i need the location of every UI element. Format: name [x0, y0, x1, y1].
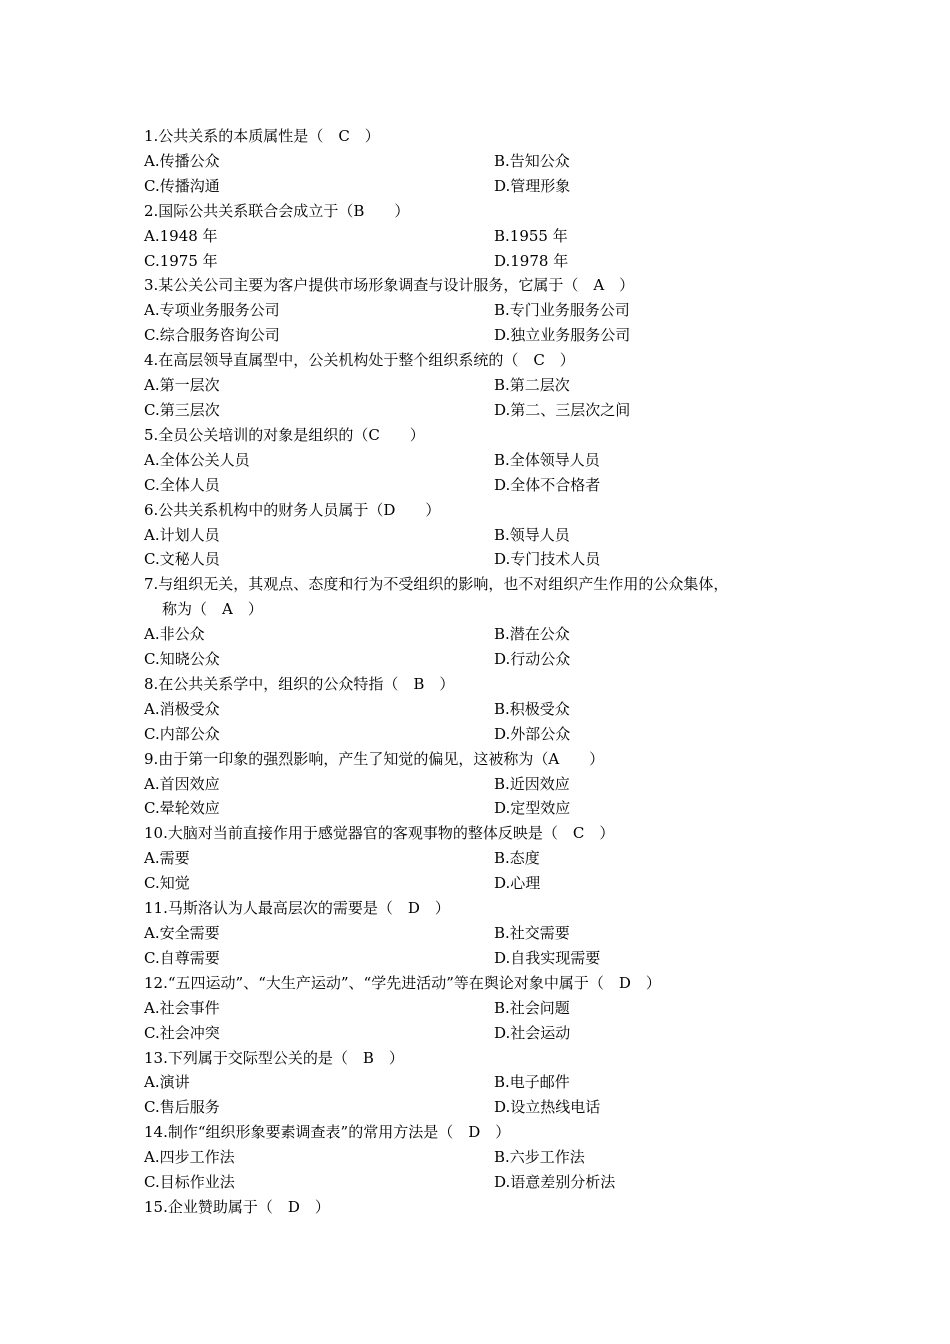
option-row — [144, 523, 824, 548]
option-row — [144, 1095, 824, 1120]
question-text: 9.由于第一印象的强烈影响，产生了知觉的偏见，这被称为（A ） — [144, 749, 605, 768]
option-a: A.1948 年 — [144, 226, 218, 245]
option-d: D.心理 — [494, 874, 541, 893]
document-page — [144, 124, 824, 1220]
question-text: 7.与组织无关，其观点、态度和行为不受组织的影响，也不对组织产生作用的公众集体， — [144, 575, 729, 594]
option-c: C.全体人员 — [144, 475, 220, 494]
option-c: C.1975 年 — [144, 251, 218, 270]
question-text: 4.在高层领导直属型中，公关机构处于整个组织系统的（ C ） — [144, 351, 575, 370]
option-d: D.设立热线电话 — [494, 1098, 601, 1117]
question-15 — [144, 1195, 824, 1220]
question-8 — [144, 672, 824, 747]
option-a: A.社会事件 — [144, 998, 220, 1017]
question-13 — [144, 1046, 824, 1121]
option-row — [144, 1070, 824, 1095]
option-b: B.告知公众 — [494, 151, 570, 170]
option-c: C.知晓公众 — [144, 650, 220, 669]
option-a: A.首因效应 — [144, 774, 220, 793]
question-text-continued: 称为（ A ） — [162, 600, 263, 619]
option-row — [144, 846, 824, 871]
option-a: A.安全需要 — [144, 924, 220, 942]
option-c: C.传播沟通 — [144, 176, 220, 195]
option-c: C.自尊需要 — [144, 948, 220, 967]
option-a: A.非公众 — [144, 625, 205, 644]
option-b: B.态度 — [494, 849, 540, 868]
question-text: 6.公共关系机构中的财务人员属于（D ） — [144, 500, 441, 519]
option-row — [144, 946, 824, 971]
option-c: C.社会冲突 — [144, 1023, 220, 1042]
question-text: 11.马斯洛认为人最高层次的需要是（ D ） — [144, 899, 450, 918]
option-row — [144, 373, 824, 398]
option-c: C.文秘人员 — [144, 550, 220, 569]
question-9 — [144, 747, 824, 822]
question-text: 14.制作“组织形象要素调查表”的常用方法是（ D ） — [144, 1123, 511, 1142]
question-11 — [144, 896, 824, 971]
question-10 — [144, 821, 824, 896]
option-b: B.第二层次 — [494, 376, 570, 395]
option-b: B.专门业务服务公司 — [494, 301, 630, 320]
question-text: 3.某公关公司主要为客户提供市场形象调查与设计服务，它属于（ A ） — [144, 276, 635, 295]
option-d: D.外部公众 — [494, 724, 571, 743]
option-d: D.全体不合格者 — [494, 475, 601, 494]
option-d: D.社会运动 — [494, 1023, 571, 1042]
option-row — [144, 1021, 824, 1046]
option-b: B.领导人员 — [494, 525, 570, 544]
option-b: B.近因效应 — [494, 774, 570, 793]
question-text: 2.国际公共关系联合会成立于（B ） — [144, 201, 410, 220]
option-row — [144, 149, 824, 174]
option-row — [144, 398, 824, 423]
option-a: A.第一层次 — [144, 376, 220, 395]
question-6 — [144, 498, 824, 573]
question-text: 10.大脑对当前直接作用于感觉器官的客观事物的整体反映是（ C ） — [144, 824, 615, 843]
option-row — [144, 1170, 824, 1195]
question-14 — [144, 1120, 824, 1195]
question-text: 5.全员公关培训的对象是组织的（C ） — [144, 425, 425, 444]
option-row — [144, 622, 824, 647]
option-d: D.定型效应 — [494, 799, 571, 818]
option-row — [144, 298, 824, 323]
option-d: D.自我实现需要 — [494, 948, 601, 967]
option-row — [144, 224, 824, 249]
option-d: D.语意差别分析法 — [494, 1173, 616, 1192]
question-2 — [144, 199, 824, 274]
question-text: 12.“五四运动”、“大生产运动”、“学先进活动”等在舆论对象中属于（ D ） — [144, 973, 661, 992]
option-c: C.知觉 — [144, 874, 190, 893]
option-b: B.电子邮件 — [494, 1073, 570, 1092]
option-a: A.消极受众 — [144, 699, 220, 718]
question-7 — [144, 572, 824, 672]
option-a: A.演讲 — [144, 1073, 190, 1092]
option-a: A.需要 — [144, 849, 190, 868]
question-text: 8.在公共关系学中，组织的公众特指（ B ） — [144, 674, 455, 693]
option-b: B.积极受众 — [494, 699, 570, 718]
option-c: C.售后服务 — [144, 1098, 220, 1117]
option-row — [144, 697, 824, 722]
option-row — [144, 871, 824, 896]
question-3 — [144, 273, 824, 348]
question-text: 1.公共关系的本质属性是（ C ） — [144, 127, 380, 145]
option-row — [144, 1145, 824, 1170]
option-row — [144, 323, 824, 348]
option-d: D.专门技术人员 — [494, 550, 601, 569]
question-4 — [144, 348, 824, 423]
option-row — [144, 722, 824, 747]
option-row — [144, 796, 824, 821]
option-b: B.六步工作法 — [494, 1148, 585, 1167]
option-b: B.1955 年 — [494, 226, 568, 245]
option-c: C.第三层次 — [144, 400, 220, 419]
option-row — [144, 448, 824, 473]
option-row — [144, 174, 824, 199]
option-c: C.目标作业法 — [144, 1173, 235, 1192]
option-a: A.四步工作法 — [144, 1148, 235, 1167]
option-d: D.管理形象 — [494, 176, 571, 195]
option-d: D.独立业务服务公司 — [494, 326, 631, 345]
option-row — [144, 473, 824, 498]
option-row — [144, 996, 824, 1021]
question-text: 13.下列属于交际型公关的是（ B ） — [144, 1048, 404, 1067]
question-12 — [144, 971, 824, 1046]
option-d: D.1978 年 — [494, 251, 569, 270]
question-1 — [144, 124, 824, 199]
option-d: D.第二、三层次之间 — [494, 400, 631, 419]
question-text: 15.企业赞助属于（ D ） — [144, 1197, 330, 1216]
option-c: C.内部公众 — [144, 724, 220, 743]
option-b: B.潜在公众 — [494, 625, 570, 644]
option-b: B.社会问题 — [494, 998, 570, 1017]
option-row — [144, 772, 824, 797]
option-a: A.全体公关人员 — [144, 450, 250, 469]
option-a: A.传播公众 — [144, 151, 220, 170]
question-5 — [144, 423, 824, 498]
option-c: C.晕轮效应 — [144, 799, 220, 818]
option-a: A.计划人员 — [144, 525, 220, 544]
option-b: B.全体领导人员 — [494, 450, 600, 469]
option-row — [144, 249, 824, 274]
option-d: D.行动公众 — [494, 650, 571, 669]
option-c: C.综合服务咨询公司 — [144, 326, 280, 345]
option-row — [144, 921, 824, 946]
option-a: A.专项业务服务公司 — [144, 301, 280, 320]
option-row — [144, 647, 824, 672]
option-row — [144, 547, 824, 572]
option-b: B.社交需要 — [494, 924, 570, 942]
